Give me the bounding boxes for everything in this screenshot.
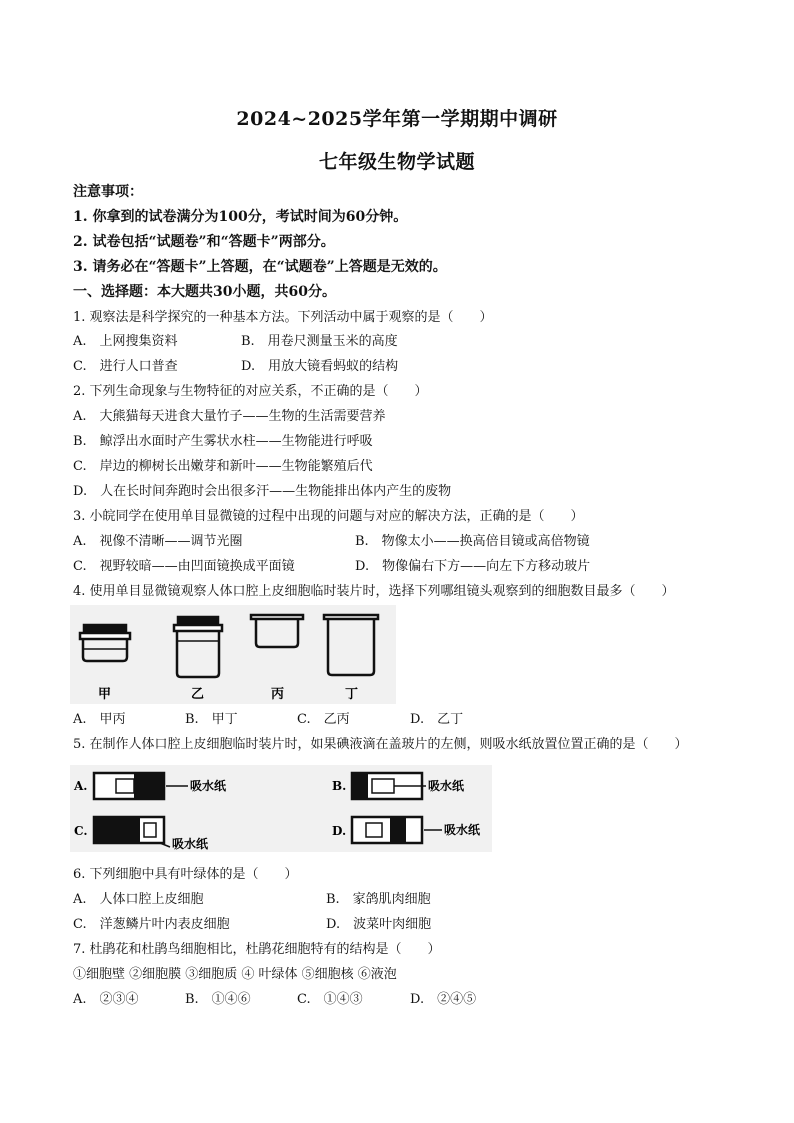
label-a: A. xyxy=(74,779,88,793)
q1-option-c[interactable]: C. 进行人口普查 xyxy=(73,359,178,374)
slide-c-icon xyxy=(74,817,209,851)
q2-option-c[interactable]: C. 岸边的柳树长出嫩芽和新叶——生物能繁殖后代 xyxy=(73,459,373,474)
q3-option-a[interactable]: A. 视像不清晰——调节光圈 xyxy=(73,534,243,549)
exam-subtitle: 七年级生物学试题 xyxy=(318,151,475,173)
q6-option-b[interactable]: B. 家鸽肌肉细胞 xyxy=(326,892,431,907)
exam-title: 2024~2025学年第一学期期中调研 xyxy=(236,108,558,130)
label-c-paper: 吸水纸 xyxy=(172,837,209,851)
q7-option-d[interactable]: D. ②④⑤ xyxy=(410,992,477,1007)
q2-option-d[interactable]: D. 人在长时间奔跑时会出很多汗——生物能排出体内产生的废物 xyxy=(73,484,452,499)
q3-option-b[interactable]: B. 物像太小——换高倍目镜或高倍物镜 xyxy=(355,534,590,549)
q4-option-c[interactable]: C. 乙丙 xyxy=(297,712,350,727)
question-3-stem: 3. 小皖同学在使用单目显微镜的过程中出现的问题与对应的解决方法，正确的是（ ） xyxy=(73,509,584,524)
question-7-structure-list: ①细胞壁 ②细胞膜 ③细胞质 ④ 叶绿体 ⑤细胞核 ⑥液泡 xyxy=(73,967,397,982)
q3-option-d[interactable]: D. 物像偏右下方——向左下方移动玻片 xyxy=(355,559,591,574)
question-5-stem: 5. 在制作人体口腔上皮细胞临时装片时，如果碘液滴在盖玻片的左侧，则吸水纸放置位置正确的是（ ） xyxy=(73,737,688,752)
label-jia: 甲 xyxy=(98,687,112,702)
label-d: D. xyxy=(332,824,347,838)
q2-option-b[interactable]: B. 鲸浮出水面时产生雾状水柱——生物能进行呼吸 xyxy=(73,434,373,449)
question-7-stem: 7. 杜鹃花和杜鹃鸟细胞相比，杜鹃花细胞特有的结构是（ ） xyxy=(73,942,441,957)
question-6-stem: 6. 下列细胞中具有叶绿体的是（ ） xyxy=(73,867,298,882)
q3-option-c[interactable]: C. 视野较暗——由凹面镜换成平面镜 xyxy=(73,559,295,574)
q1-option-a[interactable]: A. 上网搜集资料 xyxy=(73,334,178,349)
lens-yi-icon xyxy=(174,617,222,677)
q6-option-c[interactable]: C. 洋葱鳞片叶内表皮细胞 xyxy=(73,917,230,932)
lens-figure xyxy=(70,605,396,704)
q1-option-b[interactable]: B. 用卷尺测量玉米的高度 xyxy=(241,334,398,349)
notice-item-2: 2. 试卷包括“试题卷”和“答题卡”两部分。 xyxy=(73,234,335,250)
label-a-paper: 吸水纸 xyxy=(190,779,227,793)
q7-option-a[interactable]: A. ②③④ xyxy=(73,992,139,1007)
label-yi: 乙 xyxy=(191,687,205,702)
label-d-paper: 吸水纸 xyxy=(444,823,481,837)
q4-option-b[interactable]: B. 甲丁 xyxy=(185,712,238,727)
question-4-stem: 4. 使用单目显微镜观察人体口腔上皮细胞临时装片时，选择下列哪组镜头观察到的细胞数目最多（ ） xyxy=(73,584,675,599)
notice-item-3: 3. 请务必在“答题卡”上答题，在“试题卷”上答题是无效的。 xyxy=(73,259,447,275)
q7-option-c[interactable]: C. ①④③ xyxy=(297,992,363,1007)
label-bing: 丙 xyxy=(271,687,285,702)
lens-jia-icon xyxy=(80,625,130,661)
absorbent-paper-figure xyxy=(70,765,492,852)
section-heading: 一、选择题：本大题共30小题，共60分。 xyxy=(73,284,336,300)
label-ding: 丁 xyxy=(345,687,359,702)
lens-bing-icon xyxy=(251,615,303,647)
label-c: C. xyxy=(74,824,88,838)
q4-option-d[interactable]: D. 乙丁 xyxy=(410,712,464,727)
label-b-paper: 吸水纸 xyxy=(428,779,465,793)
notice-heading: 注意事项： xyxy=(73,184,143,200)
q7-option-b[interactable]: B. ①④⑥ xyxy=(185,992,251,1007)
lens-ding-icon xyxy=(324,615,378,675)
label-b: B. xyxy=(332,779,347,793)
q6-option-a[interactable]: A. 人体口腔上皮细胞 xyxy=(73,892,204,907)
slide-d-icon xyxy=(332,817,481,843)
slide-a-icon xyxy=(73,773,227,799)
notice-item-1: 1. 你拿到的试卷满分为100分，考试时间为60分钟。 xyxy=(73,209,408,225)
slide-b-icon xyxy=(332,773,465,799)
q4-option-a[interactable]: A. 甲丙 xyxy=(73,712,126,727)
q2-option-a[interactable]: A. 大熊猫每天进食大量竹子——生物的生活需要营养 xyxy=(73,409,386,424)
absorbent-paper-figure-svg xyxy=(70,765,492,852)
lens-figure-svg xyxy=(70,605,396,704)
question-2-stem: 2. 下列生命现象与生物特征的对应关系，不正确的是（ ） xyxy=(73,384,428,399)
q1-option-d[interactable]: D. 用放大镜看蚂蚁的结构 xyxy=(241,359,399,374)
q6-option-d[interactable]: D. 波菜叶肉细胞 xyxy=(326,917,432,932)
question-1-stem: 1. 观察法是科学探究的一种基本方法。下列活动中属于观察的是（ ） xyxy=(73,310,493,325)
